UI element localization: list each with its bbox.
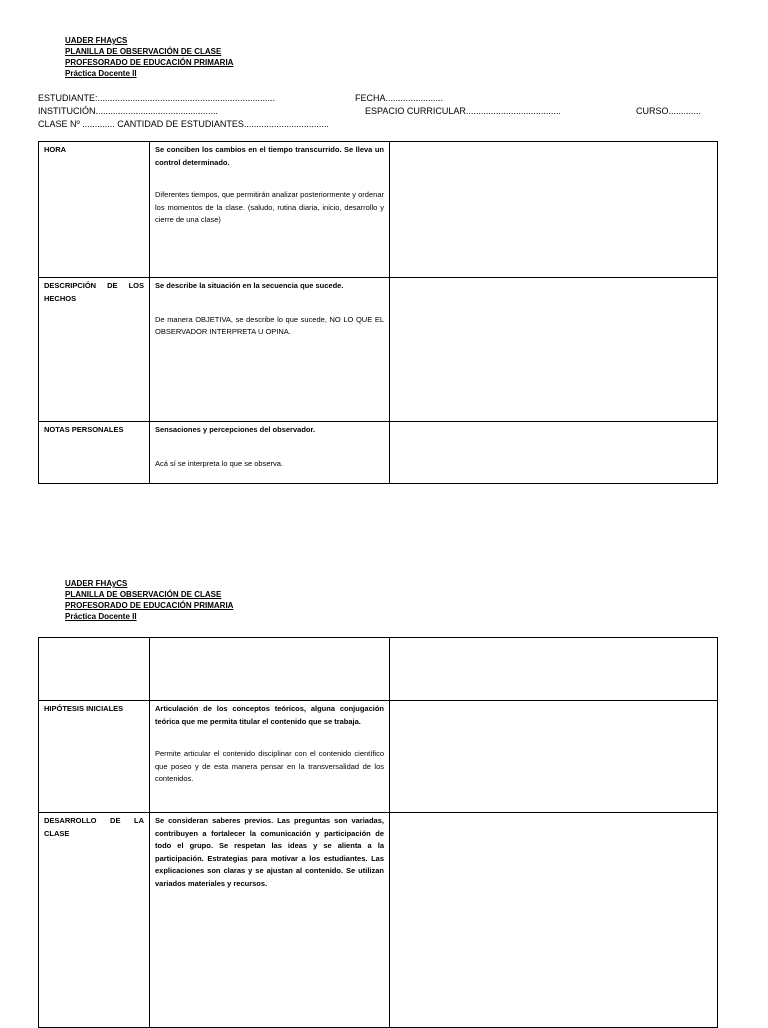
row-guide-notas	[150, 422, 390, 484]
field-curso: CURSO.............	[636, 106, 702, 116]
row-guide-hora	[150, 142, 390, 278]
row-label-notas: NOTAS PERSONALES	[39, 422, 150, 484]
table-row-blank	[39, 638, 718, 701]
row-notes-hora	[390, 142, 718, 278]
row-label-descripcion: DESCRIPCIÓN DE LOS HECHOS	[39, 278, 150, 422]
field-espacio-curricular: ESPACIO CURRICULAR......................................	[365, 106, 561, 116]
guide-bold-text: Sensaciones y percepciones del observador.	[155, 425, 316, 434]
row-notes-notas	[390, 422, 718, 484]
header-university: UADER FHAyCS	[65, 36, 128, 45]
table-row-hipotesis	[39, 701, 718, 813]
form-fields	[38, 93, 728, 132]
guide-bold-text: Se conciben los cambios en el tiempo transcurrido. Se lleva un control determinado.	[155, 145, 384, 167]
row-guide-desarrollo	[150, 813, 390, 1028]
guide-normal-text: Permite articular el contenido disciplinar con el contenido científico que poseo y de esta manera pensar en la transversalidad de los contenidos.	[155, 749, 384, 784]
guide-normal-text: De manera OBJETIVA, se describe lo que sucede, NO LO QUE EL OBSERVADOR INTERPRETA U OPINA.	[155, 314, 384, 337]
row-notes-desarrollo	[390, 813, 718, 1028]
header-program: PROFESORADO DE EDUCACIÓN PRIMARIA	[65, 601, 234, 610]
table-row-descripcion	[39, 278, 718, 422]
guide-normal-text: Acá sí se interpreta lo que se observa.	[155, 458, 283, 468]
header-university: UADER FHAyCS	[65, 579, 128, 588]
row-guide-descripcion	[150, 278, 390, 422]
row-label-hipotesis: HIPÓTESIS INICIALES	[39, 701, 150, 813]
row-label-desarrollo: DESARROLLO DE LA CLASE	[39, 813, 150, 1028]
field-estudiante: ESTUDIANTE:.......................................................................	[38, 93, 276, 103]
table-row-hora	[39, 142, 718, 278]
document-header-page-2	[65, 578, 233, 622]
observation-table-1	[38, 141, 718, 484]
table-row-desarrollo	[39, 813, 718, 1028]
row-label-blank	[39, 638, 150, 701]
row-label-hora: HORA	[39, 142, 150, 278]
guide-bold-text: Se describe la situación en la secuencia que sucede.	[155, 281, 344, 290]
guide-normal-text: Diferentes tiempos, que permitirán analizar posteriormente y ordenar los momentos de la clase. (saludo, rutina diaria, inicio, desarrollo y cierre de una clase)	[155, 190, 384, 225]
header-course: Práctica Docente II	[65, 612, 137, 621]
guide-bold-text: Articulación de los conceptos teóricos, alguna conjugación teórica que me permita titular el contenido que se trabaja.	[155, 704, 384, 726]
guide-bold-text: Se consideran saberes previos. Las preguntas son variadas, contribuyen a fortalecer la comunicación y participación de todo el grupo. Se respetan las ideas y se alienta a la participación. Estrategias para motivar a los estudiantes. Las explicaciones son claras y se ajustan al contenido. Se utilizan variados materiales y recursos.	[155, 816, 384, 888]
document-header	[65, 35, 233, 79]
row-guide-blank	[150, 638, 390, 701]
row-notes-descripcion	[390, 278, 718, 422]
header-form-title: PLANILLA DE OBSERVACIÓN DE CLASE	[65, 47, 222, 56]
row-guide-hipotesis	[150, 701, 390, 813]
header-form-title: PLANILLA DE OBSERVACIÓN DE CLASE	[65, 590, 222, 599]
field-fecha: FECHA.......................	[355, 93, 444, 103]
observation-table-2	[38, 637, 718, 1028]
header-program: PROFESORADO DE EDUCACIÓN PRIMARIA	[65, 58, 234, 67]
header-course: Práctica Docente II	[65, 69, 137, 78]
row-notes-blank	[390, 638, 718, 701]
table-row-notas	[39, 422, 718, 484]
field-institucion: INSTITUCIÓN.................................................	[38, 106, 219, 116]
row-notes-hipotesis	[390, 701, 718, 813]
field-clase-cantidad: CLASE Nº ............. CANTIDAD DE ESTUDIANTES..................................	[38, 119, 329, 129]
